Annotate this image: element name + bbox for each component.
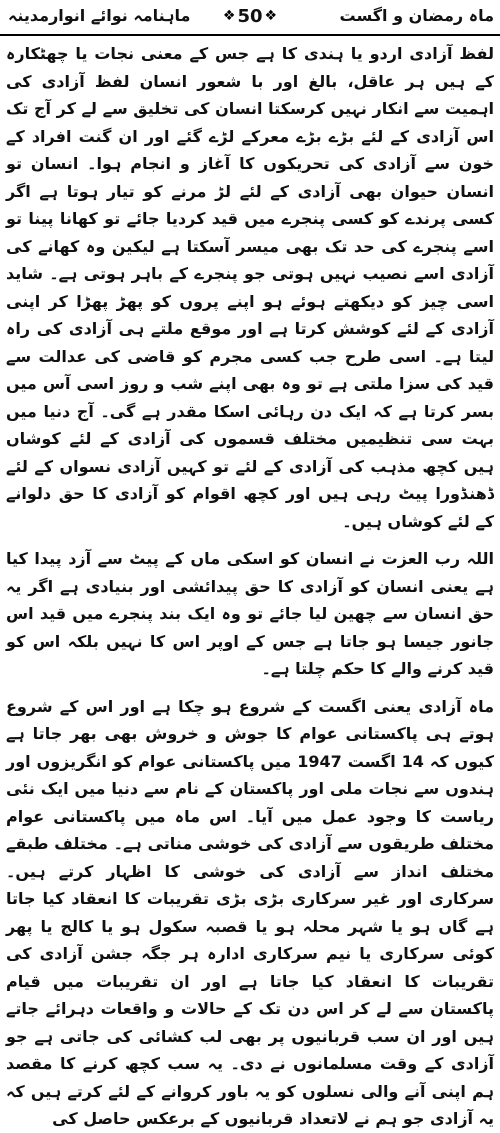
paragraph-gap (6, 683, 494, 693)
issue-month: ماہ رمضان و اگست (339, 6, 494, 25)
page-number-badge (216, 4, 284, 28)
ornament-right-icon: ❖ (264, 8, 278, 24)
paragraph-2: اللہ رب العزت نے انسان کو اسکی ماں کے پیٹ سے آزد پیدا کیا ہے یعنی انسان کو آزادی کا حق پیدائشی اور بنیادی ہے اگر یہ حق انسان سے چھین لیا جائے تو وہ ایک بند پنجرے میں قید اس جانور جیسا ہو جاتا ہے جس کے اوپر اس کا نہیں بلکہ اس کو قید کرنے والے کا حکم چلتا ہے۔ (6, 549, 494, 678)
ornament-left-icon: ❖ (222, 8, 236, 24)
page-header (0, 0, 500, 36)
article-body (6, 40, 495, 1128)
page-number: 50 (237, 5, 263, 27)
paragraph-3: ماہ آزادی یعنی اگست کے شروع ہو چکا ہے اور اس کے شروع ہوتے ہی پاکستانی عوام کا جوش و خروش بھی بھر جاتا ہے کیوں کہ 14 اگست 1947 میں پاکستانی عوام کو انگریزوں اور ہندوں سے نجات ملی اور پاکستان کے نام سے دنیا میں ایک نئی ریاست کا وجود عمل میں آیا۔ اس ماہ میں پاکستانی عوام مختلف طریقوں سے آزادی کی خوشی مناتی ہے۔ مختلف طبقے مختلف انداز سے آزادی کی خوشی کا اظہار کرتے ہیں۔ سرکاری اور غیر سرکاری بڑی بڑی تقریبات کا انعقاد کیا جاتا ہے گاں ہو یا شہر محلہ ہو یا قصبہ سکول ہو یا کالج یا پھر کوئی سرکاری یا نیم سرکاری ادارہ ہر جگہ جشن آزادی کی تقریبات کا انعقاد کیا جاتا ہے اور ان تقریبات میں قیام پاکستان سے لے کر اس دن تک کے حالات و واقعات دہرائے جاتے ہیں اور ان سب قربانیوں پر بھی لب کشائی کی جاتی ہے جو آزادی کے وقت مسلمانوں نے دی۔ یہ سب کچھ کرنے کا مقصد ہم اپنی آنے والی نسلوں کو یہ باور کروانے کے لئے کرتے ہیں کہ یہ آزادی جو ہم نے لاتعداد قربانیوں کے برعکس حاصل کی (6, 696, 495, 1128)
paragraph-1: لفظ آزادی اردو یا ہندی کا ہے جس کے معنی نجات یا چھٹکارہ کے ہیں ہر عاقل، بالغ اور با شعور انسان لفظ آزادی کی اہمیت سے انکار نہیں کرسکتا انسان کی تخلیق سے لے کر آج تک اس آزادی کے لئے بڑے بڑے معرکے لڑے گئے اور ان گنت افراد کے خون سے آزادی کی تحریکوں کا آغاز و انجام ہوا۔ انسان تو انسان حیوان بھی آزادی کے لئے لڑ مرنے کو تیار ہوتا ہے اگر کسی پرندے کو کسی پنجرے میں قید کردیا جائے تو کھانا پینا تو اسے پنجرے کی حد تک بھی میسر آسکتا ہے لیکین وہ کھانے کی آزادی اسے نصیب نہیں ہوتی جو پنجرے کے باہر ہوتی ہے۔ شاید اسی چیز کو دیکھتے ہوئے ہو اپنے پروں کو پھڑ پھڑا کر اپنی آزادی کے لئے کوشش کرتا ہے اور موقع ملتے ہی آزادی کی راہ لیتا ہے۔ اسی طرح جب کسی مجرم کو قاضی کی عدالت سے قید کی سزا ملتی ہے تو وہ بھی اپنے شب و روز اسی آس میں بسر کرتا ہے کہ ایک دن رہائی اسکا مقدر ہے گی۔ آج دنیا میں بہت سی تنظیمیں مختلف قسموں کی آزادی کے لئے کوشاں ہیں کچھ مذہب کی آزادی کے لئے تو کہیں آزادی نسواں کے لئے ڈھنڈورا پیٹ رہی ہیں اور کچھ اقوام کو آزادی کا حق دلوانے کے لئے کوشاں ہیں۔ (6, 44, 494, 531)
paragraph-gap (6, 535, 494, 545)
magazine-title: ماہنامہ نوائے انوارمدینہ (8, 6, 191, 25)
